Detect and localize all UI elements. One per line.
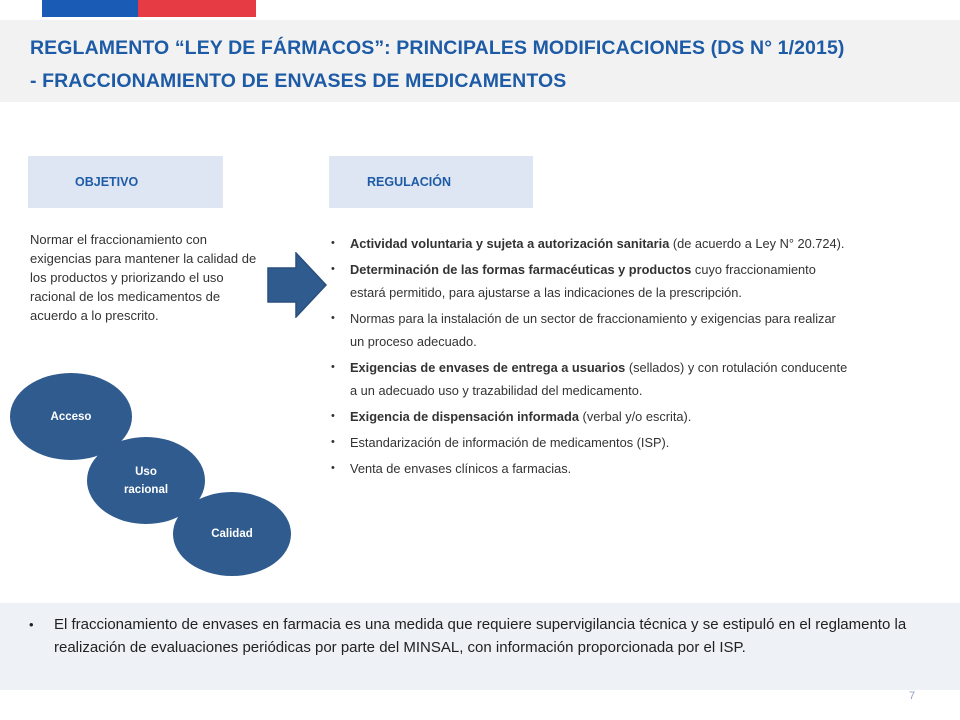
objetivo-label: OBJETIVO: [75, 175, 139, 189]
footer-note-text: El fraccionamiento de envases en farmacia es una medida que requiere supervigilancia técnica y se estipuló en el reglamento la realización de evaluaciones periódicas por parte del MINSAL, con información proporcionada por el ISP.: [54, 616, 907, 656]
right-arrow-icon: [266, 252, 328, 318]
calidad-label: Calidad: [211, 528, 253, 540]
bullet-icon: •: [331, 312, 335, 324]
calidad-circle: [173, 492, 291, 576]
regulation-item-bold: Exigencia de dispensación informada: [350, 409, 579, 424]
page-number: 7: [909, 690, 916, 702]
regulacion-label: REGULACIÓN: [367, 175, 452, 189]
bullet-icon: •: [331, 361, 335, 373]
regulation-item-text: Estandarización de información de medicamentos (ISP).: [350, 435, 670, 450]
regulation-item: [331, 356, 851, 402]
bullet-icon: •: [331, 263, 335, 275]
regulation-item-bold: Exigencias de envases de entrega a usuarios: [350, 360, 626, 375]
page-subtitle: - FRACCIONAMIENTO DE ENVASES DE MEDICAMENTOS: [30, 70, 567, 92]
regulation-item-text: (verbal y/o escrita).: [579, 409, 692, 424]
regulation-item-text: Venta de envases clínicos a farmacias.: [350, 461, 572, 476]
regulacion-header: [329, 156, 533, 208]
regulation-item: [331, 457, 851, 480]
regulation-item: [331, 258, 851, 304]
flag-stripe-red: [138, 0, 256, 17]
regulation-item-text: cuyo fraccionamiento estará permitido, para ajustarse a las indicaciones de la prescripción.: [350, 262, 816, 300]
regulation-item: [331, 232, 851, 255]
uso-label-line1: Uso: [135, 465, 157, 478]
flag-stripe-blue: [42, 0, 138, 17]
bullet-icon: •: [331, 462, 335, 474]
bullet-icon: •: [29, 617, 34, 632]
regulation-item-text: Normas para la instalación de un sector de fraccionamiento y exigencias para realizar un proceso adecuado.: [350, 311, 836, 349]
objective-text: Normar el fraccionamiento con exigencias para mantener la calidad de los productos y priorizando el uso racional de los medicamentos de acuerdo a lo prescrito.: [30, 232, 257, 323]
regulation-item: [331, 405, 851, 428]
footer-note: [29, 614, 929, 659]
bullet-icon: •: [331, 410, 335, 422]
regulation-item-text: (sellados) y con rotulación conducente a un adecuado uso y trazabilidad del medicamento.: [350, 360, 848, 398]
uso-label-line2: racional: [123, 483, 169, 496]
acceso-label: Acceso: [50, 410, 92, 423]
page-title: REGLAMENTO “LEY DE FÁRMACOS”: PRINCIPALES MODIFICACIONES (DS N° 1/2015): [30, 37, 845, 59]
regulation-item-bold: Determinación de las formas farmacéuticas y productos: [350, 262, 692, 277]
regulation-item-bold: Actividad voluntaria y sujeta a autorización sanitaria: [350, 236, 670, 251]
bullet-icon: •: [331, 237, 335, 249]
objetivo-header: [28, 156, 223, 208]
bullet-icon: •: [331, 436, 335, 448]
regulation-item: [331, 431, 851, 454]
regulation-item: [331, 307, 851, 353]
regulation-item-text: (de acuerdo a Ley N° 20.724).: [669, 236, 845, 251]
regulation-list: [331, 232, 851, 483]
